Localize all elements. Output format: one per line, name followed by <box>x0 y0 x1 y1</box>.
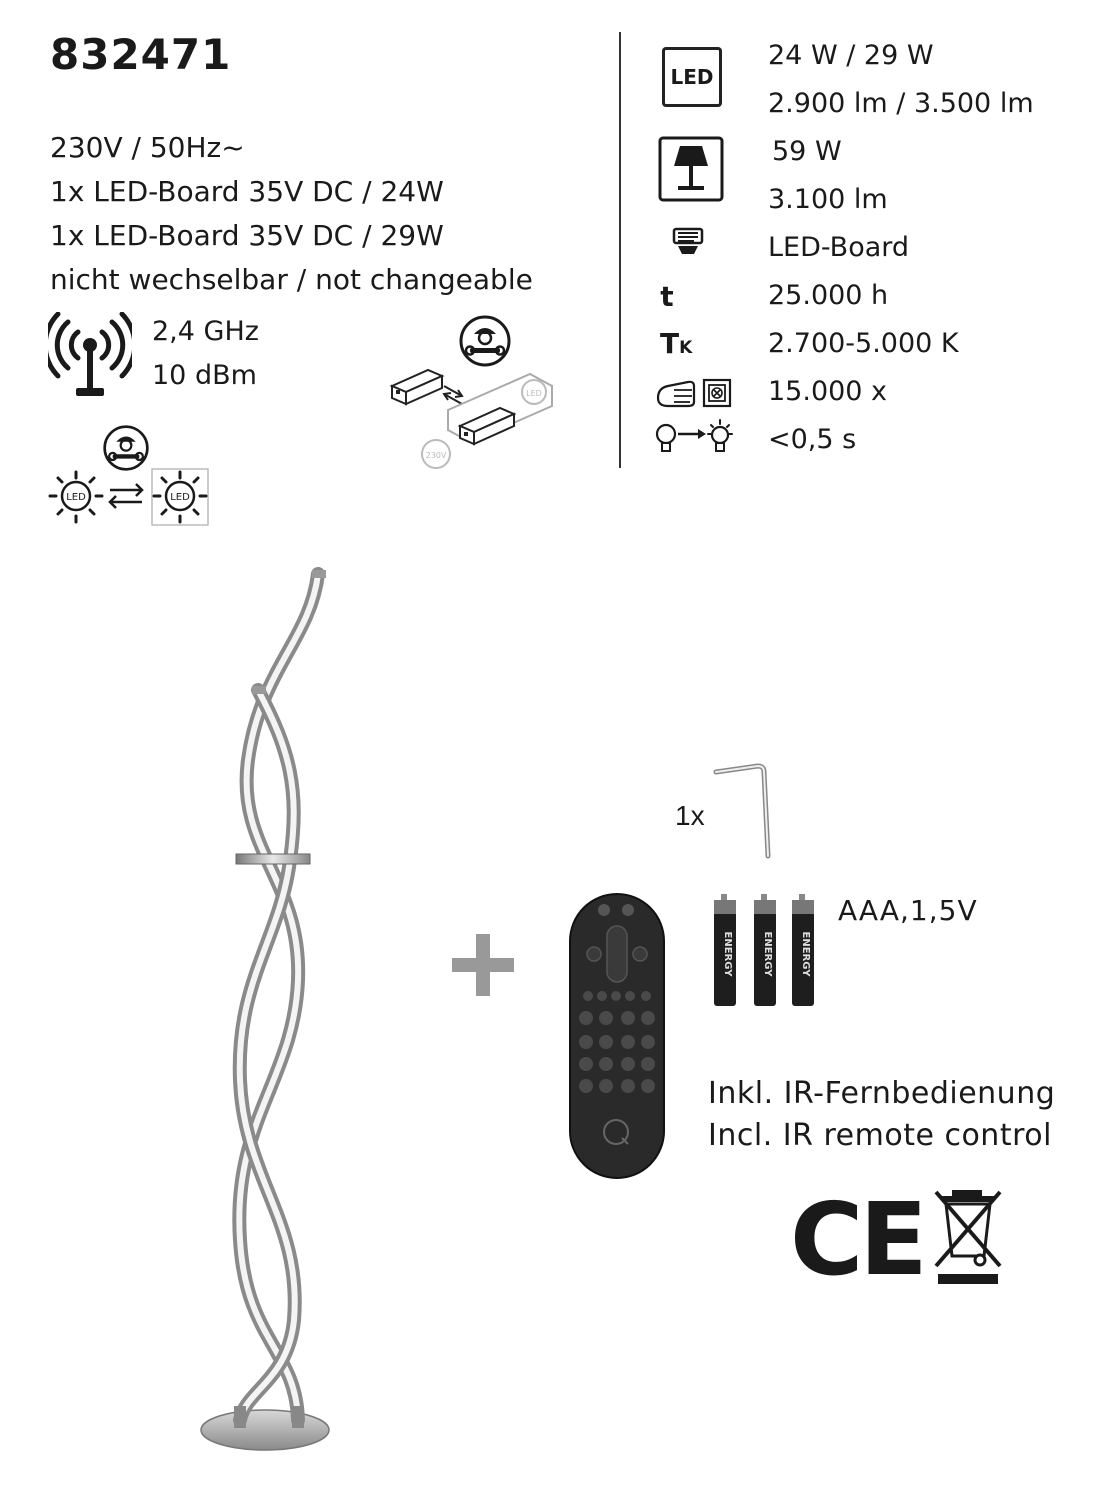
not-changeable-line: nicht wechselbar / not changeable <box>50 263 533 296</box>
battery-brand-2: ENERGY <box>762 931 773 977</box>
led-label-right: LED <box>170 492 190 503</box>
driver-voltage-label: 230V <box>425 451 447 460</box>
lamp-type: LED-Board <box>768 232 910 263</box>
lifetime: 25.000 h <box>768 280 889 311</box>
table-lamp-icon <box>658 136 724 202</box>
allen-key-icon <box>710 762 776 862</box>
radio-power: 10 dBm <box>152 360 257 391</box>
switch-cycles: 15.000 x <box>768 376 888 407</box>
wireless-antenna-icon <box>48 312 132 398</box>
color-temp-symbol-sub: K <box>679 338 693 358</box>
remote-included-en: Incl. IR remote control <box>708 1118 1052 1153</box>
color-temperature: 2.700-5.000 K <box>768 328 959 359</box>
voltage-line: 230V / 50Hz~ <box>50 131 245 164</box>
allen-key-quantity: 1x <box>675 800 705 831</box>
switch-cycles-icon <box>654 376 736 410</box>
floor-lamp-image <box>190 560 370 1470</box>
remote-control-image <box>568 892 666 1180</box>
color-temperature-symbol <box>660 322 692 370</box>
power-values: 24 W / 29 W <box>768 40 934 71</box>
remote-included-de: Inkl. IR-Fernbedienung <box>708 1076 1056 1111</box>
battery-type: AAA,1,5V <box>838 894 978 927</box>
led-board-line-2: 1x LED-Board 35V DC / 29W <box>50 219 444 252</box>
crossed-bin-icon <box>930 1186 1006 1286</box>
driver-replacement-icon <box>388 366 558 478</box>
column-divider <box>619 32 621 468</box>
led-board-icon <box>670 226 706 258</box>
driver-led-label: LED <box>526 389 542 398</box>
max-power: 59 W <box>772 136 842 167</box>
batteries-image <box>710 892 822 1010</box>
technician-wrench-icon <box>458 314 512 368</box>
ignition-time-icon <box>654 418 738 458</box>
lumen-values: 2.900 lm / 3.500 lm <box>768 88 1034 119</box>
led-icon <box>652 44 732 110</box>
technician-wrench-icon-2 <box>102 424 150 472</box>
plus-icon <box>448 930 518 1000</box>
led-label-left: LED <box>66 492 86 503</box>
led-exchange-icon <box>48 468 212 526</box>
ce-mark: CE <box>790 1181 924 1298</box>
ignition-time: <0,5 s <box>768 424 857 455</box>
battery-brand-1: ENERGY <box>722 931 733 977</box>
radio-frequency: 2,4 GHz <box>152 316 259 347</box>
lifetime-symbol: t <box>660 279 674 313</box>
max-lumen: 3.100 lm <box>768 184 888 215</box>
led-board-line-1: 1x LED-Board 35V DC / 24W <box>50 175 444 208</box>
model-number: 832471 <box>50 30 232 79</box>
color-temp-symbol-main: T <box>660 327 680 360</box>
led-icon-label: LED <box>662 47 722 107</box>
battery-brand-3: ENERGY <box>800 931 811 977</box>
